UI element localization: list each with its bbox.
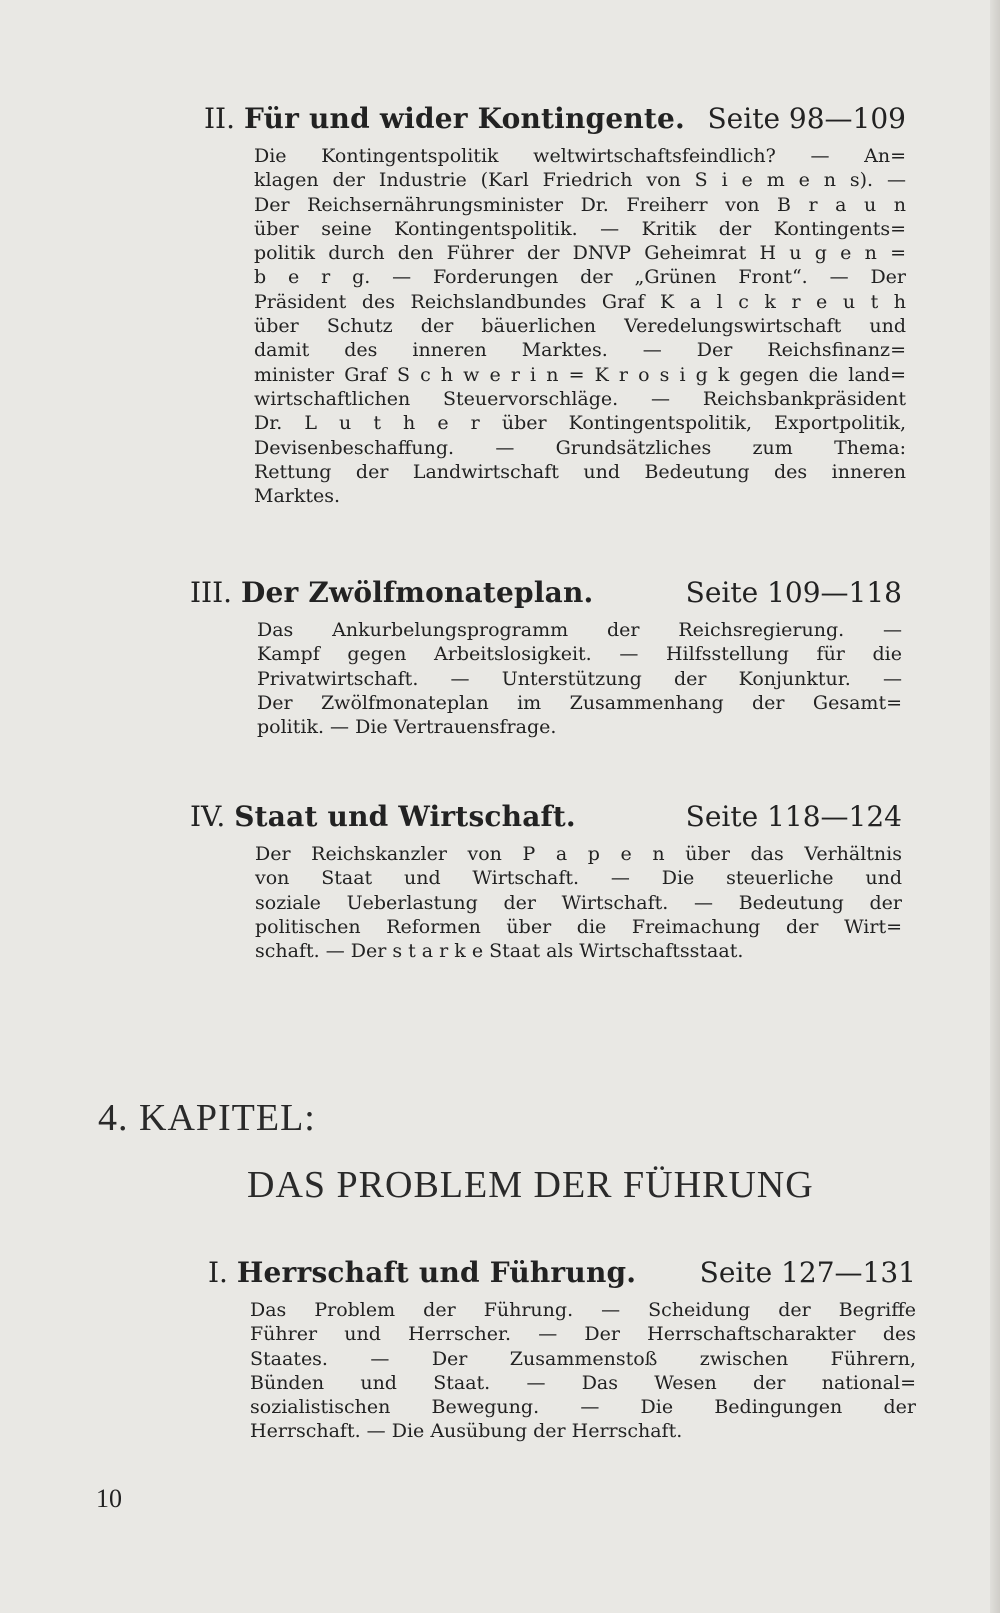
summary-line: Der Reichsernährungsminister Dr. Freiherr von B r a u n bbox=[254, 193, 906, 216]
section-heading bbox=[190, 800, 902, 834]
section-heading-left bbox=[204, 102, 685, 136]
page-edge bbox=[990, 0, 1000, 1613]
summary-line: Devisenbeschaffung. — Grundsätzliches zum Thema: bbox=[254, 436, 906, 459]
chapter-title: DAS PROBLEM DER FÜHRUNG bbox=[247, 1164, 814, 1206]
toc-section-i bbox=[208, 1256, 916, 1444]
summary-line: Staates. — Der Zusammenstoß zwischen Führern, bbox=[250, 1347, 916, 1370]
summary-line: Rettung der Landwirtschaft und Bedeutung des inneren bbox=[254, 460, 906, 483]
summary-line: Marktes. bbox=[254, 485, 341, 508]
section-title: Der Zwölfmonateplan. bbox=[241, 576, 594, 609]
summary-line: damit des inneren Marktes. — Der Reichsfinanz= bbox=[254, 339, 906, 362]
section-heading-left bbox=[190, 800, 576, 834]
section-heading bbox=[190, 576, 902, 610]
page-number: 10 bbox=[96, 1484, 122, 1513]
summary-line: politischen Reformen über die Freimachung der Wirt= bbox=[255, 915, 902, 938]
summary-line: Präsident des Reichslandbundes Graf K a l c k r e u t h bbox=[254, 290, 906, 313]
chapter-label: 4. KAPITEL: bbox=[98, 1097, 316, 1139]
summary-line: über seine Kontingentspolitik. — Kritik der Kontingents= bbox=[254, 217, 906, 240]
summary-line: wirtschaftlichen Steuervorschläge. — Reichsbankpräsident bbox=[254, 387, 906, 410]
section-heading bbox=[204, 102, 906, 136]
section-numeral: I. bbox=[208, 1256, 228, 1289]
section-numeral: III. bbox=[190, 576, 233, 609]
section-title: Herrschaft und Führung. bbox=[236, 1256, 637, 1289]
summary-line: Der Zwölfmonateplan im Zusammenhang der Gesamt= bbox=[257, 691, 902, 714]
summary-line: Führer und Herrscher. — Der Herrschaftscharakter des bbox=[250, 1323, 916, 1346]
summary-line: schaft. — Der s t a r k e Staat als Wirtschaftsstaat. bbox=[255, 940, 744, 963]
section-heading-left bbox=[208, 1256, 636, 1290]
section-heading bbox=[208, 1256, 916, 1290]
section-summary bbox=[255, 842, 902, 963]
section-pages: Seite 118—124 bbox=[685, 800, 902, 833]
section-title: Staat und Wirtschaft. bbox=[234, 800, 576, 833]
summary-line: Das Problem der Führung. — Scheidung der Begriffe bbox=[250, 1299, 916, 1321]
summary-line: Kampf gegen Arbeitslosigkeit. — Hilfsstellung für die bbox=[257, 643, 902, 666]
summary-line: über Schutz der bäuerlichen Veredelungswirtschaft und bbox=[254, 315, 906, 338]
summary-line: b e r g. — Forderungen der „Grünen Front“. — Der bbox=[254, 266, 906, 289]
section-numeral: II. bbox=[204, 102, 236, 135]
summary-line: Das Ankurbelungsprogramm der Reichsregierung. — bbox=[257, 619, 902, 641]
section-summary bbox=[257, 618, 902, 739]
summary-line: Dr. L u t h e r über Kontingentspolitik, Exportpolitik, bbox=[254, 412, 906, 435]
toc-section-iii bbox=[190, 576, 902, 739]
section-pages: Seite 98—109 bbox=[707, 102, 906, 135]
summary-line: sozialistischen Bewegung. — Die Bedingungen der bbox=[250, 1396, 916, 1419]
section-pages: Seite 127—131 bbox=[699, 1256, 916, 1289]
summary-line: politik durch den Führer der DNVP Geheimrat H u g e n = bbox=[254, 242, 906, 265]
section-pages: Seite 109—118 bbox=[685, 576, 902, 609]
summary-line: soziale Ueberlastung der Wirtschaft. — Bedeutung der bbox=[255, 891, 902, 914]
summary-line: klagen der Industrie (Karl Friedrich von S i e m e n s). — bbox=[254, 169, 906, 192]
summary-line: von Staat und Wirtschaft. — Die steuerliche und bbox=[255, 867, 902, 890]
toc-section-iv bbox=[190, 800, 902, 963]
summary-line: Privatwirtschaft. — Unterstützung der Konjunktur. — bbox=[257, 667, 902, 690]
section-heading-left bbox=[190, 576, 594, 610]
summary-line: politik. — Die Vertrauensfrage. bbox=[257, 716, 557, 739]
summary-line: Die Kontingentspolitik weltwirtschaftsfeindlich? — An= bbox=[254, 145, 906, 167]
summary-line: Herrschaft. — Die Ausübung der Herrschaft. bbox=[250, 1420, 683, 1443]
summary-line: Bünden und Staat. — Das Wesen der national= bbox=[250, 1371, 916, 1394]
toc-section-ii bbox=[204, 102, 906, 508]
section-summary bbox=[250, 1298, 916, 1444]
summary-line: Der Reichskanzler von P a p e n über das Verhältnis bbox=[255, 843, 902, 865]
section-title: Für und wider Kontingente. bbox=[243, 102, 685, 135]
section-summary bbox=[254, 144, 906, 508]
section-numeral: IV. bbox=[190, 800, 226, 833]
summary-line: minister Graf S c h w e r i n = K r o s i g k gegen die land= bbox=[254, 363, 906, 386]
